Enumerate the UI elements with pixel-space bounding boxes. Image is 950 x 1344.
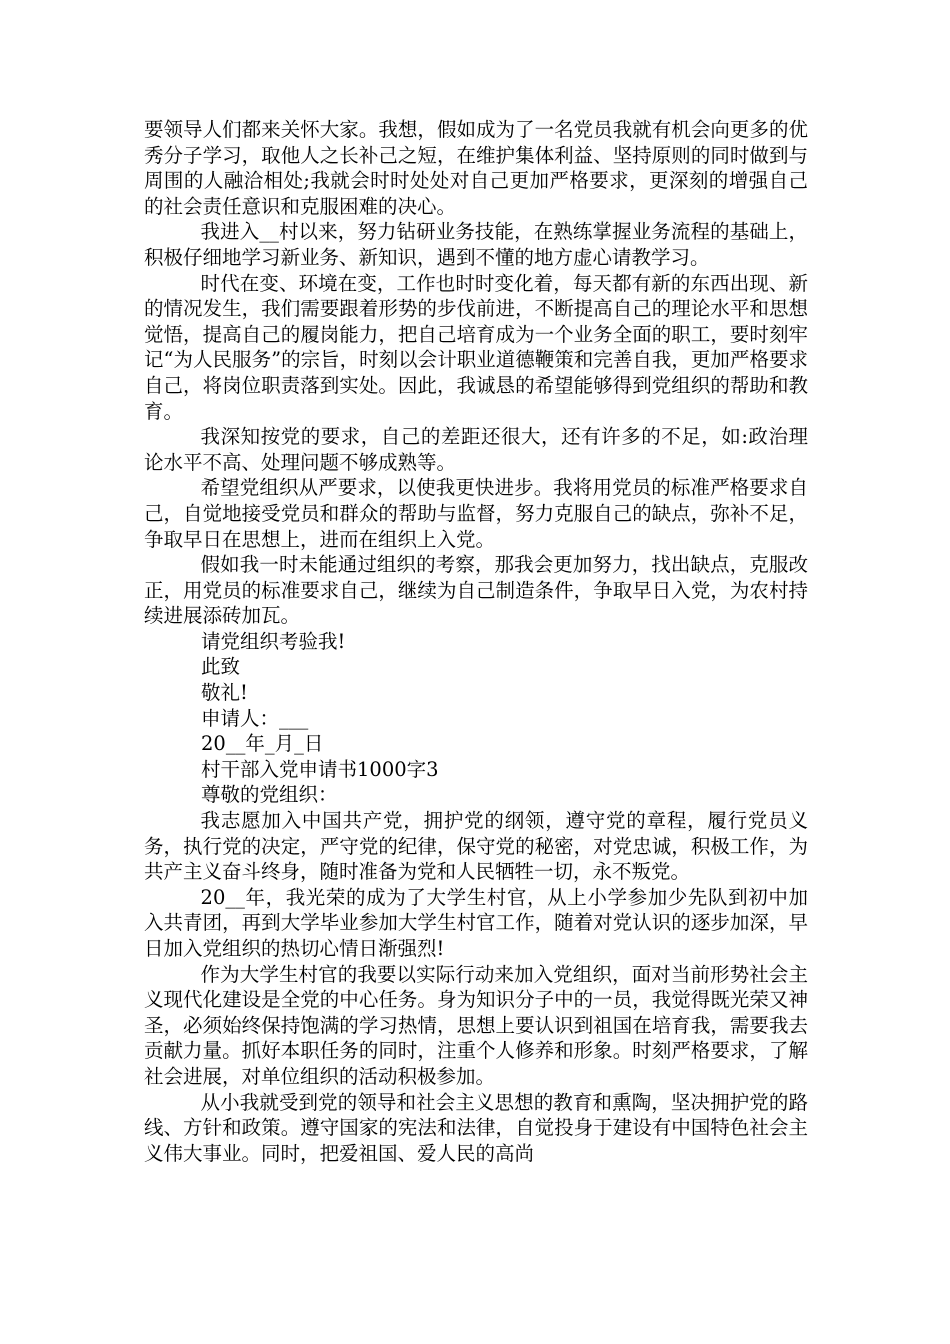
paragraph-5: 希望党组织从严要求，以使我更快进步。我将用党员的标准严格要求自己，自觉地接受党员和群众的帮助与监督，努力克服自己的缺点，弥补不足，争取早日在思想上，进而在组织上入党。: [144, 476, 808, 551]
paragraph-3: 时代在变、环境在变，工作也时时变化着，每天都有新的东西出现、新的情况发生，我们需要跟着形势的步伐前进，不断提高自己的理论水平和思想觉悟，提高自己的履岗能力，把自己培育成为一个业务全面的职工，要时刻牢记“为人民服务”的宗旨，时刻以会计职业道德鞭策和完善自我，更加严格要求自己，将岗位职责落到实处。因此，我诚恳的希望能够得到党组织的帮助和教育。: [144, 271, 808, 423]
paragraph-6: 假如我一时未能通过组织的考察，那我会更加努力，找出缺点，克服改正，用党员的标准要求自己，继续为自己制造条件，争取早日入党，为农村持续进展添砖加瓦。: [144, 553, 808, 628]
paragraph-2: 我进入__村以来，努力钻研业务技能，在熟练掌握业务流程的基础上，积极仔细地学习新业务、新知识，遇到不懂的地方虚心请教学习。: [144, 220, 808, 269]
applicant-line: 申请人：___: [201, 706, 309, 730]
document-body: [144, 117, 808, 1166]
date-line: 20__年_月_日: [201, 732, 324, 756]
paragraph-10: 从小我就受到党的领导和社会主义思想的教育和熏陶，坚决拥护党的路线、方针和政策。遵守国家的宪法和法律，自觉投身于建设有中国特色社会主义伟大事业。同时，把爱祖国、爱人民的高尚: [144, 1090, 808, 1165]
paragraph-1: 要领导人们都来关怀大家。我想，假如成为了一名党员我就有机会向更多的优秀分子学习，取他人之长补己之短，在维护集体利益、坚持原则的同时做到与周围的人融洽相处;我就会时时处处对自己更加严格要求，更深刻的增强自己的社会责任意识和克服困难的决心。: [144, 118, 808, 218]
paragraph-7: 我志愿加入中国共产党，拥护党的纲领，遵守党的章程，履行党员义务，执行党的决定，严守党的纪律，保守党的秘密，对党忠诚，积极工作，为共产主义奋斗终身，随时准备为党和人民牺牲一切，永不叛党。: [144, 809, 808, 884]
salutation-cizhi: 此致: [201, 655, 241, 679]
salutation-jingli: 敬礼!: [201, 681, 248, 705]
closing-request: 请党组织考验我!: [201, 629, 346, 653]
paragraph-8: 20__年，我光荣的成为了大学生村官，从上小学参加少先队到初中加入共青团，再到大学毕业参加大学生村官工作，随着对党认识的逐步加深，早日加入党组织的热切心情日渐强烈!: [144, 885, 808, 960]
paragraph-9: 作为大学生村官的我要以实际行动来加入党组织，面对当前形势社会主义现代化建设是全党的中心任务。身为知识分子中的一员，我觉得既光荣又神圣，必须始终保持饱满的学习热情，思想上要认识到祖国在培育我，需要我去贡献力量。抓好本职任务的同时，注重个人修养和形象。时刻严格要求，了解社会进展，对单位组织的活动积极参加。: [144, 962, 808, 1088]
paragraph-4: 我深知按党的要求，自己的差距还很大，还有许多的不足，如:政治理论水平不高、处理问题不够成熟等。: [144, 425, 808, 474]
greeting-line: 尊敬的党组织：: [201, 783, 338, 807]
section-title: 村干部入党申请书1000字3: [201, 757, 439, 781]
